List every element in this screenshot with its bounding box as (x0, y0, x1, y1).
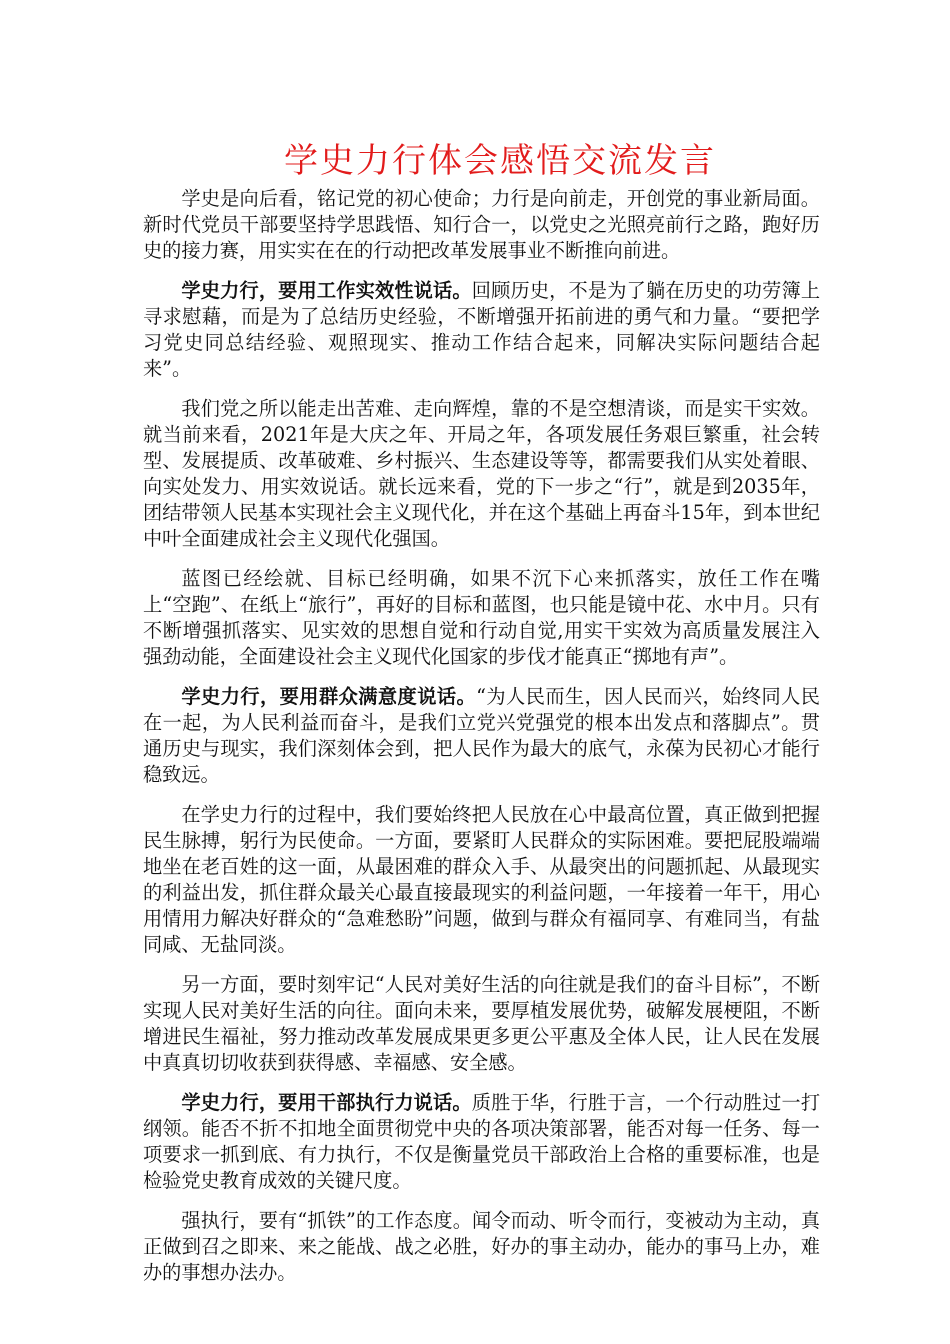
paragraph-text: “为人民而生，因人民而兴，始终同人民在一起，为人民利益而奋斗，是我们立党兴党强党的根本出发点和落脚点”。贯通历史与现实，我们深刻体会到，把人民作为最大的底气，永葆为民初心才能行稳致远。 (143, 685, 820, 786)
paragraph-text: 学史是向后看，铭记党的初心使命；力行是向前走，开创党的事业新局面。新时代党员干部要坚持学思践悟、知行合一，以党史之光照亮前行之路，跑好历史的接力赛，用实实在在的行动把改革发展事业不断推向前进。 (143, 187, 820, 262)
document-body (143, 186, 820, 1286)
paragraph-7 (143, 972, 820, 1076)
paragraph-text: 另一方面，要时刻牢记“人民对美好生活的向往就是我们的奋斗目标”，不断实现人民对美好生活的向往。面向未来，要厚植发展优势，破解发展梗阻，不断增进民生福祉，努力推动改革发展成果更多更公平惠及全体人民，让人民在发展中真真切切收获到获得感、幸福感、安全感。 (143, 973, 820, 1074)
paragraph-5 (143, 684, 820, 788)
paragraph-4 (143, 566, 820, 670)
paragraph-text: 我们党之所以能走出苦难、走向辉煌，靠的不是空想清谈，而是实干实效。就当前来看，2021年是大庆之年、开局之年，各项发展任务艰巨繁重，社会转型、发展提质、改革破难、乡村振兴、生态建设等等，都需要我们从实处着眼、向实处发力、用实效说话。就长远来看，党的下一步之“行”，就是到2035年，团结带领人民基本实现社会主义现代化，并在这个基础上再奋斗15年，到本世纪中叶全面建成社会主义现代化强国。 (143, 397, 820, 550)
paragraph-lead: 学史力行，要用干部执行力说话。 (181, 1091, 472, 1114)
paragraph-2 (143, 278, 820, 382)
paragraph-text: 蓝图已经绘就、目标已经明确，如果不沉下心来抓落实，放任工作在嘴上“空跑”、在纸上“旅行”，再好的目标和蓝图，也只能是镜中花、水中月。只有不断增强抓落实、见实效的思想自觉和行动自觉,用实干实效为高质量发展注入强劲动能，全面建设社会主义现代化国家的步伐才能真正“掷地有声”。 (143, 567, 820, 668)
paragraph-text: 质胜于华，行胜于言，一个行动胜过一打纲领。能否不折不扣地全面贯彻党中央的各项决策部署，能否对每一任务、每一项要求一抓到底、有力执行，不仅是衡量党员干部政治上合格的重要标准，也是检验党史教育成效的关键尺度。 (143, 1091, 821, 1192)
paragraph-text: 强执行，要有“抓铁”的工作态度。闻令而动、听令而行，变被动为主动，真正做到召之即来、来之能战、战之必胜，好办的事主动办，能办的事马上办，难办的事想办法办。 (143, 1209, 820, 1284)
paragraph-text: 在学史力行的过程中，我们要始终把人民放在心中最高位置，真正做到把握民生脉搏，躬行为民使命。一方面，要紧盯人民群众的实际困难。要把屁股端端地坐在老百姓的这一面，从最困难的群众入手、从最突出的问题抓起、从最现实的利益出发，抓住群众最关心最直接最现实的利益问题，一年接着一年干，用心用情用力解决好群众的“急难愁盼”问题，做到与群众有福同享、有难同当，有盐同咸、无盐同淡。 (143, 803, 820, 956)
paragraph-lead: 学史力行，要用群众满意度说话。 (181, 685, 477, 708)
paragraph-3 (143, 396, 820, 552)
paragraph-text: 回顾历史，不是为了躺在历史的功劳簿上寻求慰藉，而是为了总结历史经验，不断增强开拓前进的勇气和力量。“要把学习党史同总结经验、观照现实、推动工作结合起来，同解决实际问题结合起来”。 (143, 279, 821, 380)
document-title: 学史力行体会感悟交流发言 (284, 141, 716, 181)
paragraph-lead: 学史力行，要用工作实效性说话。 (181, 279, 472, 302)
paragraph-8 (143, 1090, 820, 1194)
paragraph-1 (143, 186, 820, 264)
paragraph-9 (143, 1208, 820, 1286)
paragraph-6 (143, 802, 820, 958)
